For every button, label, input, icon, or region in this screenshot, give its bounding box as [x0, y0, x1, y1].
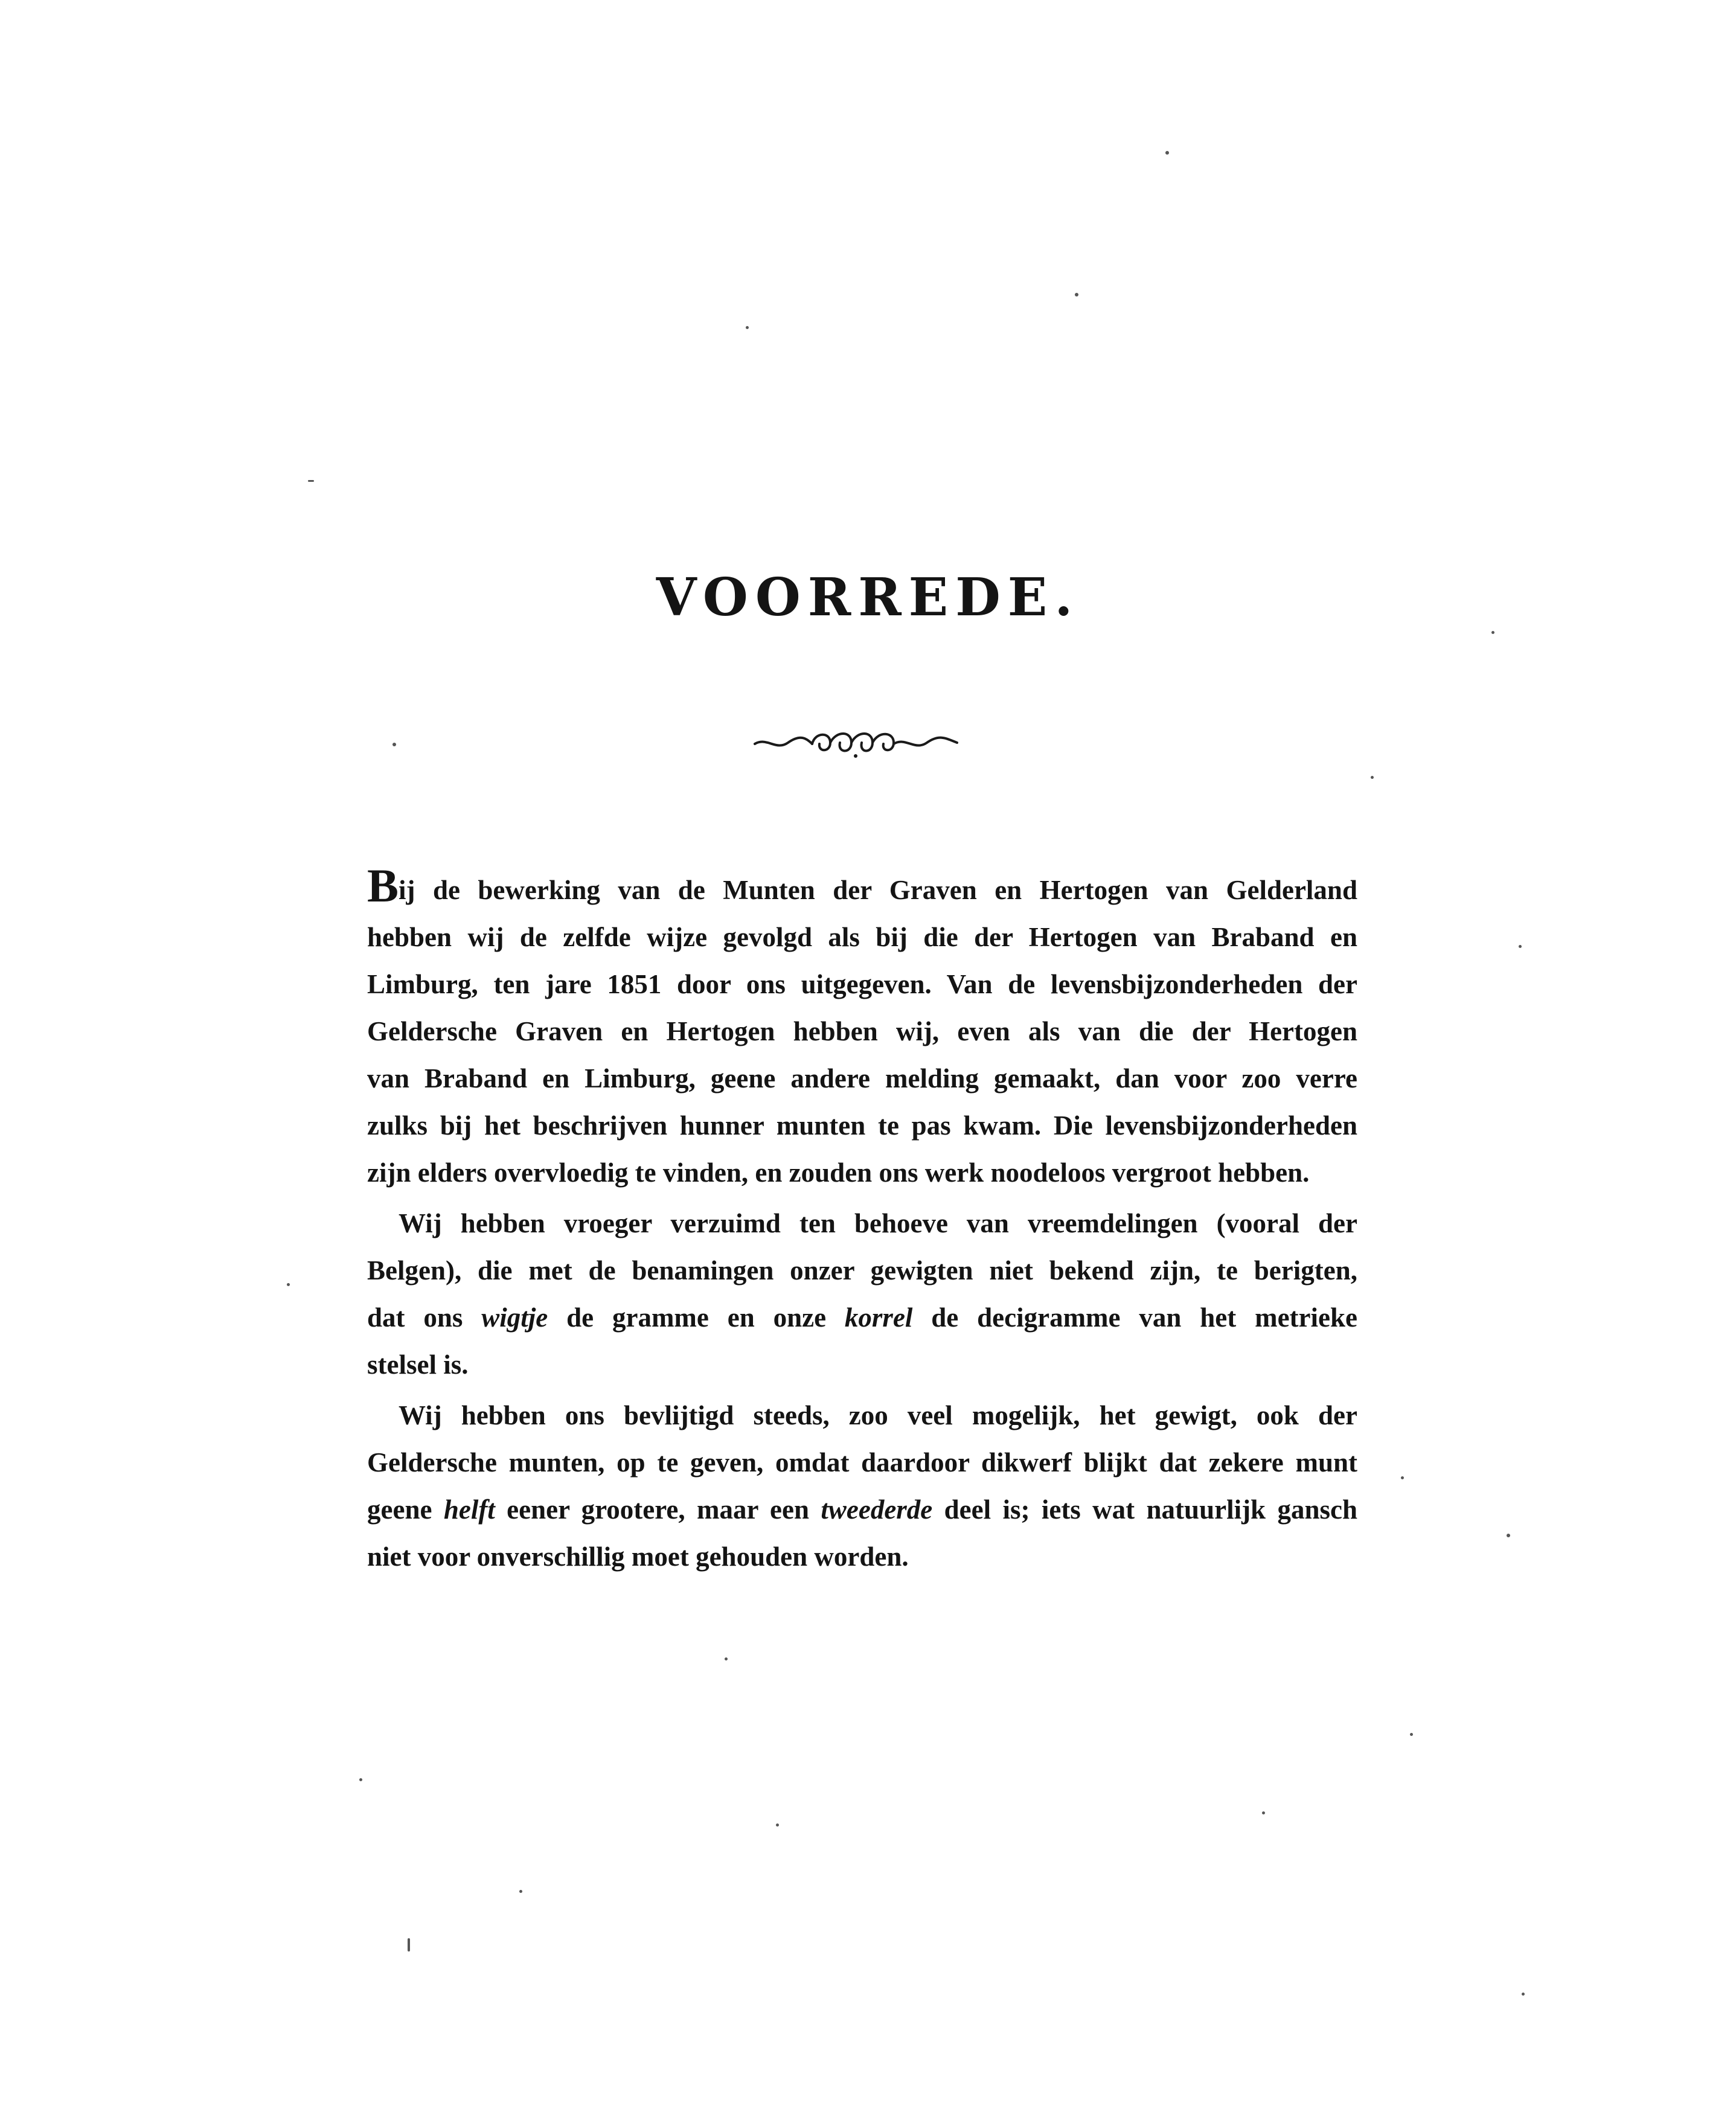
- scan-speck: [776, 1823, 779, 1827]
- scan-speck: [1371, 776, 1374, 779]
- scan-speck: [1165, 151, 1169, 155]
- scan-speck: [1075, 293, 1078, 296]
- drop-cap: B: [367, 866, 399, 912]
- text-line: Wij hebben vroeger verzuimd ten behoeve van vreemdelingen (vooral der: [399, 1208, 1357, 1238]
- scan-speck: [408, 1938, 410, 1952]
- scan-speck: [746, 326, 749, 329]
- scan-speck: [1262, 1811, 1265, 1814]
- text-line: van Braband en Limburg, geene andere melding gemaakt, dan voor zoo verre: [367, 1063, 1357, 1093]
- text-line-rest: ij de bewerking van de Munten der Graven en Hertogen van Gelderland: [399, 875, 1357, 905]
- text-line: hebben wij de zelfde wijze gevolgd als bij die der Hertogen van Braband en: [367, 922, 1357, 952]
- scan-speck: [519, 1890, 522, 1893]
- text-line: Geldersche Graven en Hertogen hebben wij, even als van die der Hertogen: [367, 1016, 1357, 1046]
- scan-speck: [725, 1657, 728, 1660]
- scan-speck: [308, 480, 314, 482]
- text-segment: geene: [367, 1494, 444, 1525]
- text-line: Wij hebben ons bevlijtigd steeds, zoo veel mogelijk, het gewigt, ook der: [399, 1400, 1357, 1430]
- page-title: VOORREDE.: [656, 567, 1080, 628]
- scan-speck: [1507, 1534, 1510, 1537]
- text-line: Belgen), die met de benamingen onzer gewigten niet bekend zijn, te berigten,: [367, 1255, 1357, 1286]
- text-segment: deel is; iets wat natuurlijk gansch: [932, 1494, 1357, 1525]
- text-line: [367, 1486, 1357, 1533]
- emphasis-text: helft: [443, 1494, 495, 1525]
- scan-speck: [1410, 1733, 1413, 1736]
- text-line: zijn elders overvloedig te vinden, en zouden ons werk noodeloos vergroot hebben.: [367, 1157, 1310, 1188]
- emphasis-text: korrel: [844, 1302, 913, 1333]
- paragraph-2: [367, 1200, 1357, 1388]
- text-segment: de gramme en onze: [548, 1302, 845, 1333]
- text-line: zulks bij het beschrijven hunner munten te pas kwam. Die levensbijzonderheden: [367, 1110, 1357, 1141]
- ornament-flourish-icon: [752, 725, 960, 761]
- scan-speck: [392, 743, 396, 746]
- paragraph-3: [367, 1392, 1357, 1580]
- scan-speck: [1491, 631, 1494, 634]
- text-segment: dat ons: [367, 1302, 482, 1333]
- scan-speck: [1519, 945, 1522, 948]
- text-segment: de decigramme van het metrieke: [912, 1302, 1357, 1333]
- scan-speck: [287, 1283, 290, 1286]
- paragraph-1: [367, 866, 1357, 1196]
- scan-speck: [359, 1778, 362, 1781]
- text-line: Limburg, ten jare 1851 door ons uitgegeven. Van de levensbijzonderheden der: [367, 969, 1357, 999]
- text-segment: eener grootere, maar een: [495, 1494, 821, 1525]
- scan-speck: [1522, 1993, 1525, 1996]
- text-line: [367, 1294, 1357, 1341]
- text-line: Geldersche munten, op te geven, omdat daardoor dikwerf blijkt dat zekere munt: [367, 1447, 1357, 1478]
- scan-speck: [1401, 1476, 1404, 1479]
- emphasis-text: wigtje: [481, 1302, 548, 1333]
- text-line: niet voor onverschillig moet gehouden worden.: [367, 1542, 909, 1572]
- preface-text: [367, 866, 1357, 1580]
- emphasis-text: tweederde: [821, 1494, 933, 1525]
- text-line: [367, 866, 1357, 914]
- text-line: stelsel is.: [367, 1350, 469, 1380]
